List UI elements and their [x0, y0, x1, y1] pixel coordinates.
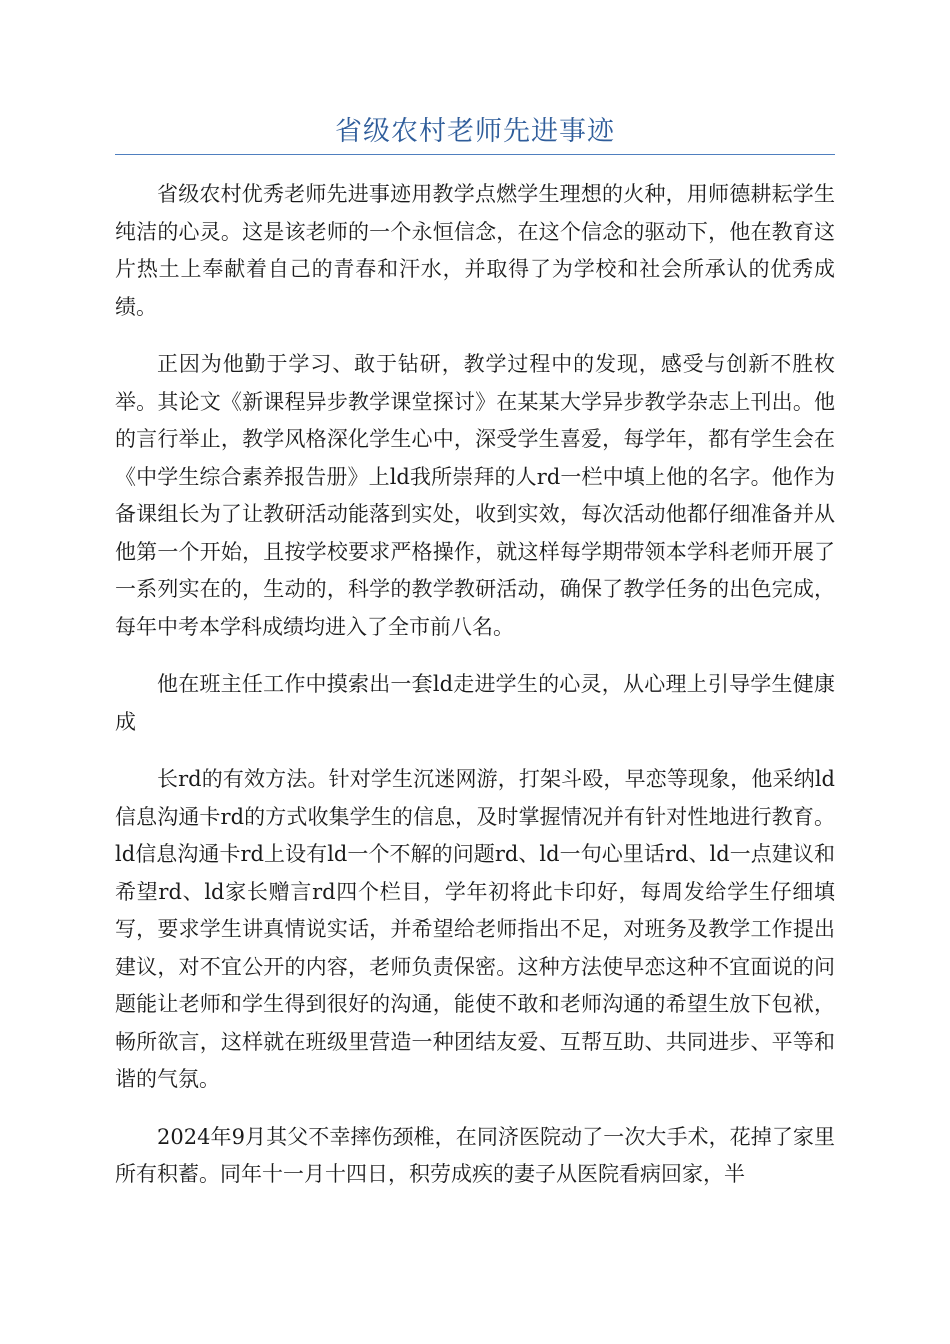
paragraph-intro: 省级农村优秀老师先进事迹用教学点燃学生理想的火种，用师德耕耘学生纯洁的心灵。这是该老师的一个永恒信念，在这个信念的驱动下，他在教育这片热土上奉献着自己的青春和汗水，并取得了为学校和社会所承认的优秀成绩。: [115, 182, 835, 319]
paragraph-research: 正因为他勤于学习、敢于钻研，教学过程中的发现，感受与创新不胜枚举。其论文《新课程异步教学课堂探讨》在某某大学异步教学杂志上刊出。他的言行举止，教学风格深化学生心中，深受学生喜爱，每学年，都有学生会在《中学生综合素养报告册》上ld我所崇拜的人rd一栏中填上他的名字。他作为备课组长为了让教研活动能落到实处，收到实效，每次活动他都仔细准备并从他第一个开始，且按学校要求严格操作，就这样每学期带领本学科老师开展了一系列实在的，生动的，科学的教学教研活动，确保了教学任务的出色完成，每年中考本学科成绩均进入了全市前八名。: [115, 352, 835, 639]
paragraph-family: 2024年9月其父不幸摔伤颈椎，在同济医院动了一次大手术，花掉了家里所有积蓄。同年十一月十四日，积劳成疾的妻子从医院看病回家，半: [115, 1124, 835, 1186]
document-body: [115, 176, 835, 1214]
title-underline: [115, 154, 835, 155]
paragraph-communication-card: 长rd的有效方法。针对学生沉迷网游，打架斗殴，早恋等现象，他采纳ld信息沟通卡rd的方式收集学生的信息，及时掌握情况并有针对性地进行教育。ld信息沟通卡rd上设有ld一个不解的问题rd、ld一句心里话rd、ld一点建议和希望rd、ld家长赠言rd四个栏目，学年初将此卡印好，每周发给学生仔细填写，要求学生讲真情说实话，并希望给老师指出不足，对班务及教学工作提出建议，对不宜公开的内容，老师负责保密。这种方法使早恋这种不宜面说的问题能让老师和学生得到很好的沟通，能使不敢和老师沟通的希望生放下包袱，畅所欲言，这样就在班级里营造一种团结友爱、互帮互助、共同进步、平等和谐的气氛。: [115, 767, 835, 1091]
document-title: 省级农村老师先进事迹: [335, 116, 615, 147]
paragraph-head-teacher: 他在班主任工作中摸索出一套ld走进学生的心灵，从心理上引导学生健康成: [115, 672, 835, 734]
